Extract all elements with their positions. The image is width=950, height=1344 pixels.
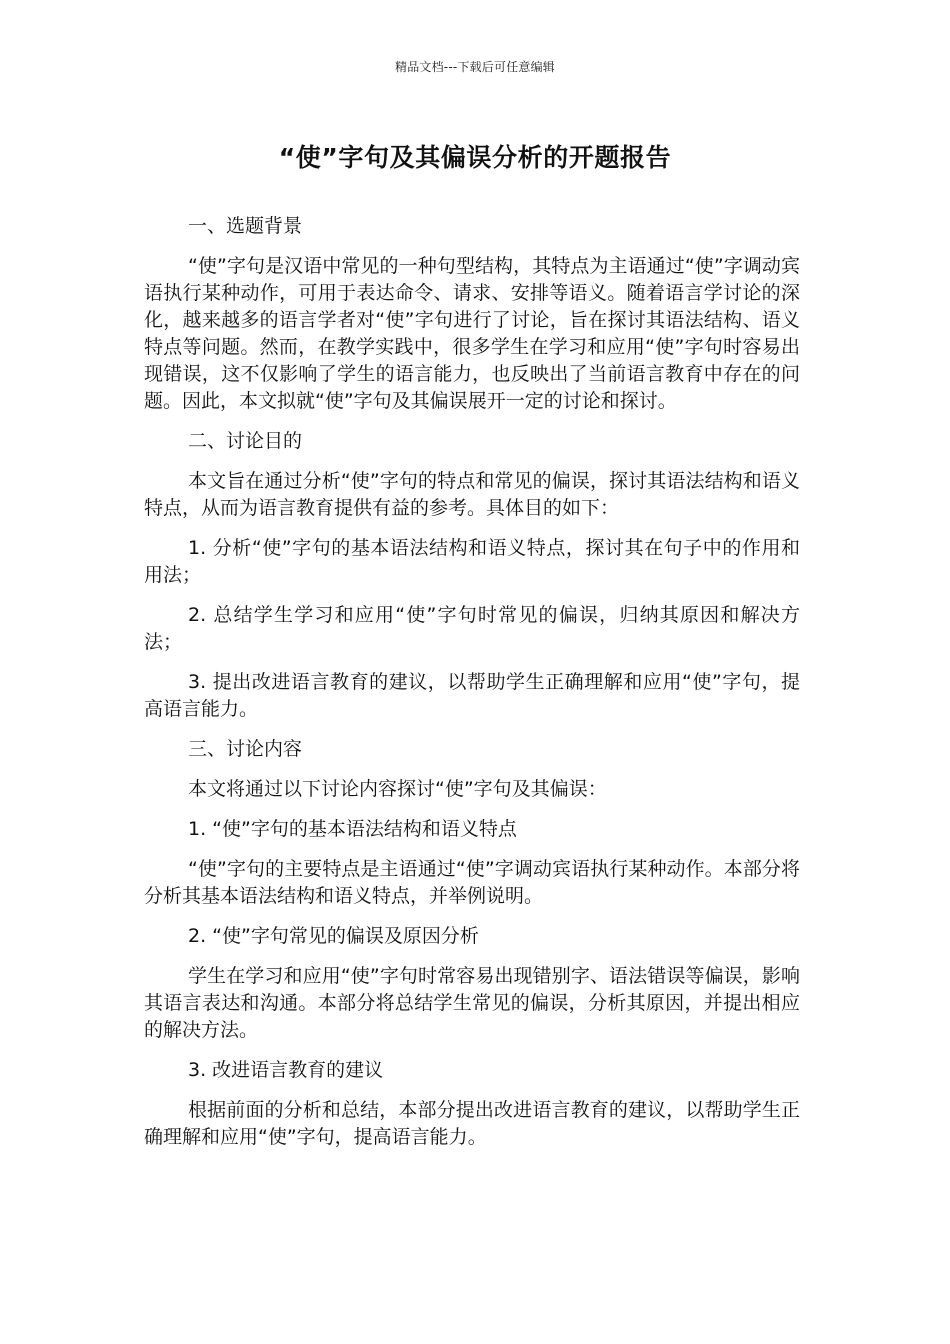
subsection-text-1: “使”字句的主要特点是主语通过“使”字调动宾语执行某种动作。本部分将分析其基本语法结构和语义特点，并举例说明。 — [144, 858, 800, 907]
subsection-text-2: 学生在学习和应用“使”字句时常容易出现错别字、语法错误等偏误，影响其语言表达和沟通。本部分将总结学生常见的偏误，分析其原因，并提出相应的解决方法。 — [144, 965, 800, 1041]
section-heading-purpose: 二、讨论目的 — [188, 430, 303, 452]
purpose-item-1: 1. 分析“使”字句的基本语法结构和语义特点，探讨其在句子中的作用和用法； — [144, 537, 800, 586]
subsection-title-1: 1. “使”字句的基本语法结构和语义特点 — [188, 818, 517, 840]
document-title: “使”字句及其偏误分析的开题报告 — [278, 143, 672, 172]
paragraph-content-intro: 本文将通过以下讨论内容探讨“使”字句及其偏误： — [188, 778, 607, 800]
section-heading-background: 一、选题背景 — [188, 215, 303, 237]
subsection-text-3: 根据前面的分析和总结，本部分提出改进语言教育的建议，以帮助学生正确理解和应用“使”字句，提高语言能力。 — [144, 1099, 800, 1148]
document-body — [144, 213, 800, 1164]
section-heading-content: 三、讨论内容 — [188, 738, 303, 760]
subsection-title-3: 3. 改进语言教育的建议 — [188, 1059, 384, 1081]
purpose-item-3: 3. 提出改进语言教育的建议，以帮助学生正确理解和应用“使”字句，提高语言能力。 — [144, 671, 800, 720]
paragraph-purpose-intro: 本文旨在通过分析“使”字句的特点和常见的偏误，探讨其语法结构和语义特点，从而为语言教育提供有益的参考。具体目的如下： — [144, 470, 800, 519]
purpose-item-2: 2. 总结学生学习和应用“使”字句时常见的偏误，归纳其原因和解决方法； — [144, 604, 800, 653]
paragraph-background: “使”字句是汉语中常见的一种句型结构，其特点为主语通过“使”字调动宾语执行某种动作，可用于表达命令、请求、安排等语义。随着语言学讨论的深化，越来越多的语言学者对“使”字句进行了讨论，旨在探讨其语法结构、语义特点等问题。然而，在教学实践中，很多学生在学习和应用“使”字句时容易出现错误，这不仅影响了学生的语言能力，也反映出了当前语言教育中存在的问题。因此，本文拟就“使”字句及其偏误展开一定的讨论和探讨。 — [144, 255, 800, 412]
header-note: 精品文档---下载后可任意编辑 — [395, 60, 555, 74]
subsection-title-2: 2. “使”字句常见的偏误及原因分析 — [188, 925, 479, 947]
